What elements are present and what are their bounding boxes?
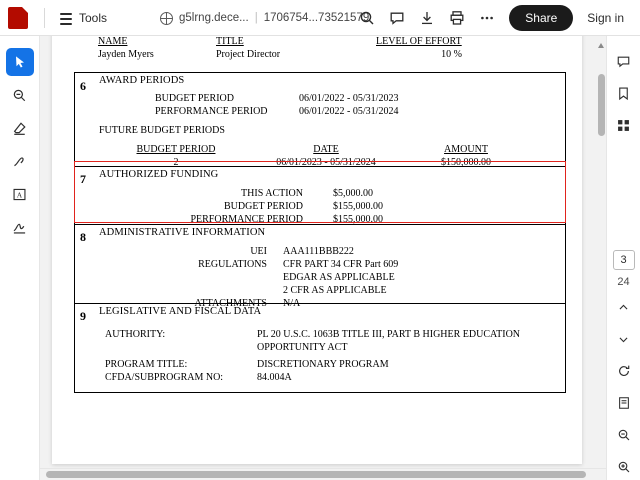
text-comment-tool[interactable] (6, 180, 34, 208)
label-uei: UEI (250, 246, 267, 257)
section-9-legislative-and-fiscal-data (74, 303, 566, 393)
col-header-name: NAME (98, 36, 128, 47)
select-cursor-tool[interactable] (6, 48, 34, 76)
share-button[interactable] (509, 5, 573, 31)
section-6-number: 6 (80, 79, 86, 93)
zoom-out-icon[interactable] (611, 422, 637, 448)
page-number-input[interactable]: 3 (613, 250, 635, 270)
highlight-tool[interactable] (6, 114, 34, 142)
page-up-icon[interactable] (611, 294, 637, 320)
page-down-icon[interactable] (611, 326, 637, 352)
document-viewport[interactable] (40, 36, 606, 480)
zoom-in-icon[interactable] (611, 454, 637, 480)
pdf-logo-icon (8, 7, 28, 29)
value-cfda-subprogram-no: 84.004A (257, 372, 292, 383)
draw-tool[interactable] (6, 147, 34, 175)
value-funding-performance-period: $155,000.00 (333, 214, 383, 225)
section-9-title: LEGISLATIVE AND FISCAL DATA (99, 306, 262, 317)
label-this-action: THIS ACTION (241, 188, 303, 199)
sign-in-label: Sign in (587, 11, 624, 25)
value-this-action: $5,000.00 (333, 188, 373, 199)
bookmark-icon[interactable] (611, 80, 637, 106)
print-icon[interactable] (443, 4, 471, 32)
value-regulations-cont-2: 2 CFR AS APPLICABLE (283, 285, 387, 296)
more-options-icon[interactable] (473, 4, 501, 32)
zoom-tool[interactable] (6, 81, 34, 109)
label-funding-performance-period: PERFORMANCE PERIOD (190, 214, 303, 225)
label-regulations-cont-2 (99, 285, 267, 296)
value-program-title: DISCRETIONARY PROGRAM (257, 359, 389, 370)
cell-name: Jayden Myers (98, 49, 154, 60)
value-authority: PL 20 U.S.C. 1063B TITLE III, PART B HIGHER EDUCATION (257, 329, 521, 340)
future-header-amount: AMOUNT (444, 144, 488, 155)
section-8-number: 8 (80, 230, 86, 244)
top-toolbar (0, 0, 640, 36)
label-program-title: PROGRAM TITLE: (105, 359, 188, 370)
scroll-up-arrow-icon[interactable] (597, 38, 605, 48)
file-name-bar[interactable] (160, 8, 369, 28)
download-icon[interactable] (413, 4, 441, 32)
vertical-scroll-thumb[interactable] (598, 74, 605, 136)
value-attachments: N/A (283, 298, 301, 309)
future-cell-date: 06/01/2023 - 05/31/2024 (276, 157, 376, 168)
future-cell-amount: $150,000.00 (441, 157, 491, 168)
svg-text:A: A (16, 189, 23, 199)
sign-in-button[interactable] (581, 7, 630, 29)
value-regulations: CFR PART 34 CFR Part 609 (283, 259, 399, 270)
label-regulations: REGULATIONS (198, 259, 267, 270)
comment-panel-icon[interactable] (611, 48, 637, 74)
label-attachments: ATTACHMENTS (194, 298, 267, 309)
export-icon[interactable] (611, 390, 637, 416)
future-header-date: DATE (313, 144, 339, 155)
value-authority-cont: OPPORTUNITY ACT (257, 342, 348, 353)
cell-level-of-effort: 10 % (441, 49, 462, 60)
section-8-administrative-information (74, 224, 566, 309)
left-tool-rail (0, 36, 40, 480)
value-budget-period: 06/01/2022 - 05/31/2023 (299, 93, 399, 104)
rotate-icon[interactable] (611, 358, 637, 384)
label-budget-period: BUDGET PERIOD (155, 93, 234, 104)
signature-tool[interactable] (6, 213, 34, 241)
col-header-level-of-effort: LEVEL OF EFFORT (376, 36, 462, 47)
section-7-title: AUTHORIZED FUNDING (99, 169, 219, 180)
section-7-number: 7 (80, 172, 86, 186)
value-performance-period: 06/01/2022 - 05/31/2024 (299, 106, 399, 117)
section-7-authorized-funding (74, 166, 566, 224)
value-funding-budget-period: $155,000.00 (333, 201, 383, 212)
section-6-title: AWARD PERIODS (99, 75, 185, 86)
section-9-number: 9 (80, 309, 86, 323)
label-future-budget-periods: FUTURE BUDGET PERIODS (99, 125, 225, 136)
section-5-personnel (74, 36, 566, 72)
file-name-right: 1706754...73521579 (263, 12, 370, 24)
cell-title: Project Director (216, 49, 281, 60)
file-name-separator: | (254, 12, 258, 24)
top-actions (353, 0, 634, 36)
label-authority-cont (105, 342, 257, 353)
file-name-left: g5lrng.dece... (179, 12, 249, 24)
value-uei: AAA111BBB222 (283, 246, 354, 257)
pdf-page (52, 36, 582, 464)
section-8-title: ADMINISTRATIVE INFORMATION (99, 227, 266, 238)
tools-button[interactable] (51, 7, 115, 29)
future-header-budget-period: BUDGET PERIOD (136, 144, 216, 155)
value-regulations-cont-1: EDGAR AS APPLICABLE (283, 272, 395, 283)
section-6-award-periods (74, 72, 566, 166)
future-cell-budget-period: 2 (173, 157, 179, 168)
label-funding-budget-period: BUDGET PERIOD (224, 201, 303, 212)
label-regulations-cont-1 (99, 272, 267, 283)
tools-icon (59, 11, 73, 25)
horizontal-scroll-thumb[interactable] (46, 471, 586, 478)
page-total-label: 24 (617, 276, 630, 288)
label-authority: AUTHORITY: (105, 329, 166, 340)
thumbnails-icon[interactable] (611, 112, 637, 138)
label-performance-period: PERFORMANCE PERIOD (155, 106, 268, 117)
col-header-title: TITLE (216, 36, 244, 47)
comment-icon[interactable] (383, 4, 411, 32)
tools-label: Tools (79, 10, 108, 25)
label-cfda-subprogram-no: CFDA/SUBPROGRAM NO: (105, 372, 224, 383)
globe-icon (160, 12, 173, 25)
toolbar-divider (44, 8, 45, 28)
horizontal-scrollbar[interactable] (40, 468, 606, 480)
vertical-scrollbar[interactable] (596, 36, 606, 480)
search-icon[interactable] (353, 4, 381, 32)
share-label: Share (525, 11, 558, 25)
right-tool-rail (606, 36, 640, 480)
form-content (74, 36, 566, 416)
